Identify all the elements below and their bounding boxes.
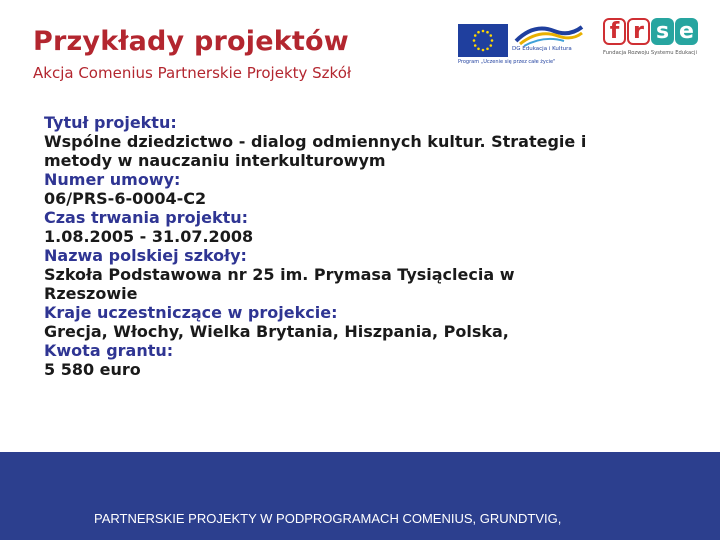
project-title-value-line2: metody w nauczaniu interkulturowym: [44, 151, 386, 170]
school-name-value-line2: Rzeszowie: [44, 284, 138, 303]
grant-value: 5 580 euro: [44, 360, 141, 379]
frse-letter-r: r: [627, 18, 650, 45]
eu-logo-line1: DG Edukacja i Kultura: [512, 46, 572, 52]
project-title-label: Tytuł projektu:: [44, 113, 177, 132]
page-subtitle: Akcja Comenius Partnerskie Projekty Szkół: [33, 64, 352, 82]
countries-value: Grecja, Włochy, Wielka Brytania, Hiszpania, Polska,: [44, 322, 509, 341]
frse-logo: [603, 18, 703, 68]
page-title: Przykłady projektów: [33, 26, 349, 57]
frse-letter-s: s: [651, 18, 674, 45]
swoosh-icon: [514, 21, 584, 47]
frse-caption: Fundacja Rozwoju Systemu Edukacji: [603, 50, 697, 56]
school-name-value-line1: Szkoła Podstawowa nr 25 im. Prymasa Tysiąclecia w: [44, 265, 515, 284]
duration-value: 1.08.2005 - 31.07.2008: [44, 227, 254, 246]
eu-program-logo: [458, 21, 588, 69]
school-name-label: Nazwa polskiej szkoły:: [44, 246, 247, 265]
countries-label: Kraje uczestniczące w projekcie:: [44, 303, 338, 322]
footer-text: PARTNERSKIE PROJEKTY W PODPROGRAMACH COMENIUS, GRUNDTVIG,: [94, 511, 562, 526]
eu-logo-line2: Program „Uczenie się przez całe życie": [458, 59, 556, 65]
project-title-value-line1: Wspólne dziedzictwo - dialog odmiennych kultur. Strategie i: [44, 132, 587, 151]
frse-letter-e: e: [675, 18, 698, 45]
contract-number-label: Numer umowy:: [44, 170, 181, 189]
duration-label: Czas trwania projektu:: [44, 208, 249, 227]
contract-number-value: 06/PRS-6-0004-C2: [44, 189, 207, 208]
grant-label: Kwota grantu:: [44, 341, 174, 360]
project-details: [44, 113, 664, 379]
eu-flag-icon: [458, 24, 508, 57]
frse-letter-f: f: [603, 18, 626, 45]
footer-bar: [0, 452, 720, 540]
